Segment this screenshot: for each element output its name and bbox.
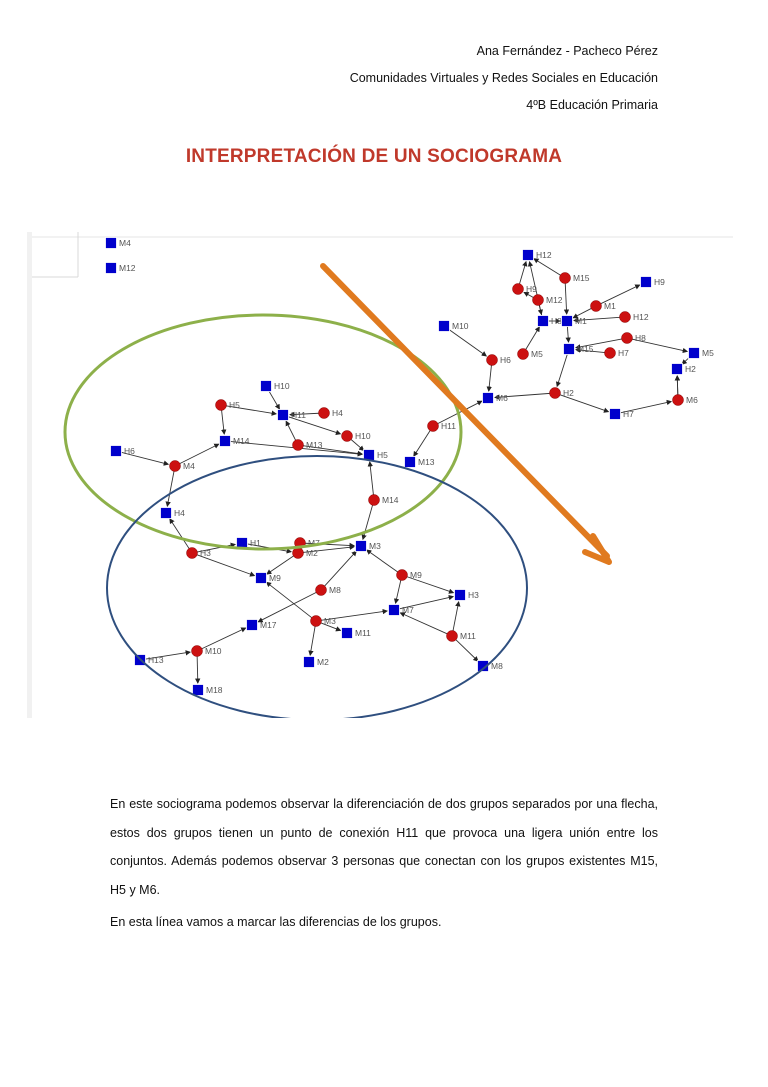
node-H3 — [187, 548, 198, 559]
node-label-H3: H3 — [200, 548, 211, 558]
node-M18 — [193, 685, 204, 696]
node-H12 — [523, 250, 534, 261]
node-H11 — [278, 410, 289, 421]
node-H2b — [550, 388, 561, 399]
node-label-M11: M11 — [355, 628, 371, 638]
node-label-H4: H4 — [332, 408, 343, 418]
node-M5b — [689, 348, 700, 359]
node-label-M6: M6 — [496, 393, 508, 403]
node-H6s — [111, 446, 122, 457]
node-label-H12: H12 — [536, 250, 552, 260]
node-H6 — [487, 355, 498, 366]
node-H8 — [538, 316, 549, 327]
node-M5 — [518, 349, 529, 360]
node-M6b — [673, 395, 684, 406]
node-M7 — [389, 605, 400, 616]
node-label-M8s: M8 — [491, 661, 503, 671]
node-label-H2: H2 — [685, 364, 696, 374]
node-label-H7b: H7 — [618, 348, 629, 358]
edge-M6b-H2 — [677, 376, 678, 395]
paragraph-differences: En esta línea vamos a marcar las diferencias de los grupos. — [110, 915, 442, 929]
node-label-M13: M13 — [306, 440, 323, 450]
node-label-H9: H9 — [654, 277, 665, 287]
node-label-M2: M2 — [306, 548, 318, 558]
node-label-H2b: H2 — [563, 388, 574, 398]
node-label-M13s: M13 — [418, 457, 435, 467]
node-M6 — [483, 393, 494, 404]
node-label-M12: M12 — [119, 263, 136, 273]
node-label-H12b: H12 — [633, 312, 649, 322]
node-label-M14: M14 — [233, 436, 250, 446]
node-label-M4: M4 — [119, 238, 131, 248]
node-label-H15: M15 — [577, 344, 594, 354]
node-H9b — [513, 284, 524, 295]
node-H2 — [672, 364, 683, 375]
node-M12b — [533, 295, 544, 306]
node-label-H5: H5 — [229, 400, 240, 410]
node-H12b — [620, 312, 631, 323]
node-H3s — [455, 590, 466, 601]
node-M11b — [447, 631, 458, 642]
node-label-H9b: H9 — [526, 284, 537, 294]
node-label-H4s: H4 — [174, 508, 185, 518]
node-label-M5b: M5 — [702, 348, 714, 358]
node-label-H8: H8 — [551, 316, 562, 326]
node-M9b — [397, 570, 408, 581]
node-M12 — [106, 263, 117, 274]
node-label-M10b: M10 — [205, 646, 222, 656]
node-label-H6: H6 — [500, 355, 511, 365]
node-H4 — [319, 408, 330, 419]
node-H7b — [605, 348, 616, 359]
node-M3b — [311, 616, 322, 627]
node-label-H5s: H5 — [377, 450, 388, 460]
node-label-H8b: H8 — [635, 333, 646, 343]
node-M2 — [293, 548, 304, 559]
node-M4b — [170, 461, 181, 472]
canvas-background — [27, 232, 733, 718]
node-H10b — [342, 431, 353, 442]
node-label-M9: M9 — [269, 573, 281, 583]
node-H11b — [428, 421, 439, 432]
header-group: 4ºB Educación Primaria — [526, 98, 658, 112]
node-label-H10b: H10 — [355, 431, 371, 441]
node-M13 — [293, 440, 304, 451]
node-label-M6b: M6 — [686, 395, 698, 405]
node-label-M2s: M2 — [317, 657, 329, 667]
node-label-M1b: M1 — [575, 316, 587, 326]
node-M15 — [560, 273, 571, 284]
node-M11 — [342, 628, 353, 639]
node-H5 — [216, 400, 227, 411]
node-label-H11b: H11 — [441, 421, 456, 431]
node-H4s — [161, 508, 172, 519]
node-label-M4b: M4 — [183, 461, 195, 471]
node-label-M18: M18 — [206, 685, 223, 695]
node-label-H6s: H6 — [124, 446, 135, 456]
node-label-M8: M8 — [329, 585, 341, 595]
node-M3 — [356, 541, 367, 552]
header-course: Comunidades Virtuales y Redes Sociales en Educación — [349, 71, 658, 85]
node-label-M17: M17 — [260, 620, 277, 630]
node-label-M5: M5 — [531, 349, 543, 359]
node-label-H7: H7 — [623, 409, 634, 419]
node-M17 — [247, 620, 258, 631]
node-H9 — [641, 277, 652, 288]
node-label-H10: H10 — [274, 381, 290, 391]
header-authors: Ana Fernández - Pacheco Pérez — [476, 44, 658, 58]
node-label-M14b: M14 — [382, 495, 399, 505]
node-label-H13: H13 — [148, 655, 164, 665]
paragraph-interpretation: En este sociograma podemos observar la diferenciación de dos grupos separados por una flecha, estos dos grupos tienen un punto de conexión H11 que provoca una ligera unión entre los conjuntos. Además podemos observar 3 personas que conectan con los grupos existentes M15, H5 y M6. — [110, 797, 658, 897]
node-M1 — [591, 301, 602, 312]
node-M10 — [439, 321, 450, 332]
node-label-M9b: M9 — [410, 570, 422, 580]
node-M10b — [192, 646, 203, 657]
node-M1b — [562, 316, 573, 327]
node-label-M10: M10 — [452, 321, 469, 331]
node-label-M3: M3 — [369, 541, 381, 551]
page-title: INTERPRETACIÓN DE UN SOCIOGRAMA — [185, 146, 563, 167]
node-M9 — [256, 573, 267, 584]
node-H8b — [622, 333, 633, 344]
node-M2s — [304, 657, 315, 668]
node-M8 — [316, 585, 327, 596]
node-label-M12b: M12 — [546, 295, 563, 305]
node-label-M7: M7 — [402, 605, 414, 615]
node-label-H1: H1 — [250, 538, 261, 548]
node-H10 — [261, 381, 272, 392]
node-M14 — [220, 436, 231, 447]
node-M13s — [405, 457, 416, 468]
node-label-M1: M1 — [604, 301, 616, 311]
node-label-M3b: M3 — [324, 616, 336, 626]
node-label-M15: M15 — [573, 273, 590, 283]
node-label-M7c: M7 — [308, 538, 320, 548]
sociogram-figure — [27, 232, 733, 718]
sociogram-canvas — [27, 232, 733, 718]
node-H15 — [564, 344, 575, 355]
node-H7 — [610, 409, 621, 420]
node-M14b — [369, 495, 380, 506]
node-label-H3s: H3 — [468, 590, 479, 600]
node-label-H11: H11 — [291, 410, 306, 420]
node-M4 — [106, 238, 117, 249]
panel-left-strip — [27, 232, 32, 718]
node-label-M11b: M11 — [460, 631, 476, 641]
